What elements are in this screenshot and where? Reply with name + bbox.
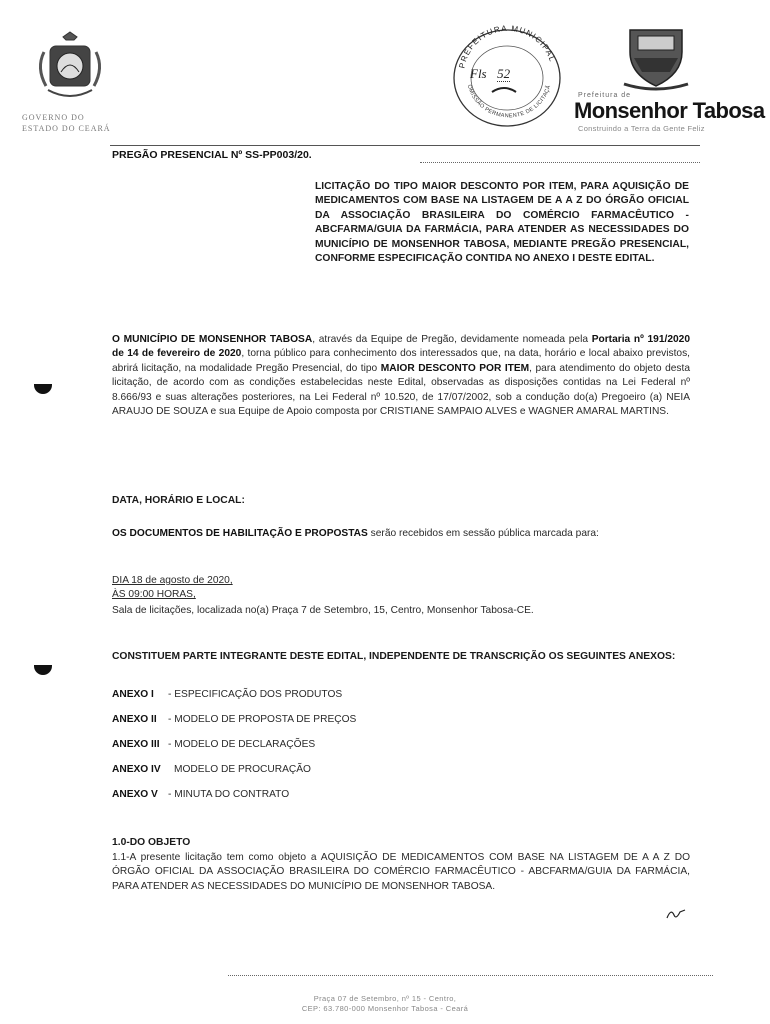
footer-line1: Praça 07 de Setembro, nº 15 - Centro,: [313, 994, 457, 1003]
margin-mark: [34, 384, 52, 394]
objeto-summary: LICITAÇÃO DO TIPO MAIOR DESCONTO POR ITEM, PARA AQUISIÇÃO DE MEDICAMENTOS COM BASE NA LISTAGEM DE A A Z DO ÓRGÃO OFICIAL DA ASSOCIAÇÃO BRASILEIRA DO COMÉRCIO FARMACÊUTICO - ABCFARMA/GUIA DA FARMÁCIA, PARA ATENDER AS NECESSIDADES DO MUNICÍPIO DE MONSENHOR TABOSA, MEDIANTE PREGÃO PRESENCIAL, CONFORME ESPECIFICAÇÃO CONTIDA NO ANEXO I DESTE EDITAL.: [315, 181, 689, 265]
session-time: ÀS 09:00 HORAS,: [112, 589, 196, 600]
anexo-desc: - MODELO DE PROPOSTA DE PREÇOS: [168, 714, 357, 725]
doc-code: PREGÃO PRESENCIAL Nº SS-PP003/20.: [112, 149, 312, 161]
data-local-heading: DATA, HORÁRIO E LOCAL:: [112, 495, 245, 506]
anexo-row: [112, 688, 532, 713]
stamp-top-text: PREFEITURA MUNICIPAL: [457, 23, 558, 70]
intro-text-2: , torna público para conhecimento dos interessados que, na data, horário e local abaixo previstos, abrirá licitação, na modalidade Pregão Presencial, do tipo: [112, 348, 690, 374]
header-underline: [420, 162, 700, 163]
brand-name: Monsenhor Tabosa: [574, 98, 765, 123]
intro-text-1: , através da Equipe de Pregão, devidamente nomeada pela: [312, 334, 592, 345]
fls-number: 52: [497, 66, 511, 81]
gov-caption: [22, 112, 152, 134]
session-date: DIA 18 de agosto de 2020,: [112, 575, 233, 586]
intro-municipio: O MUNICÍPIO DE MONSENHOR TABOSA: [112, 334, 313, 345]
anexo-row: [112, 763, 532, 788]
margin-mark-2: [34, 665, 52, 675]
anexo-key: ANEXO IV: [112, 764, 161, 775]
brand-prefix: Prefeitura de: [578, 92, 632, 99]
fls-field: [470, 65, 550, 83]
documentos-bold: OS DOCUMENTOS DE HABILITAÇÃO E PROPOSTAS: [112, 528, 368, 539]
intro-paragraph: [112, 333, 690, 419]
anexo-desc: - ESPECIFICAÇÃO DOS PRODUTOS: [168, 689, 343, 700]
session-location: Sala de licitações, localizada no(a) Praça 7 de Setembro, 15, Centro, Monsenhor Tabosa-CE.: [112, 605, 534, 616]
documentos-paragraph: [112, 527, 690, 541]
anexo-row: [112, 788, 532, 813]
intro-text-3: , para atendimento do objeto desta licitação, de acordo com as condições estabelecidas neste Edital, observadas as disposições contidas na Lei Federal nº 8.666/93 e suas alterações posteriores, na Lei Federal nº 10.520, de 17/07/2002, sob a condução do(a) Pregoeiro (a) NEIA ARAUJO DE SOUZA e sua Equipe de Apoio composta por CRISTIANE SAMPAIO ALVES e WAGNER AMARAL MARTINS.: [112, 362, 690, 418]
documentos-rest: serão recebidos em sessão pública marcada para:: [367, 528, 599, 539]
anexo-key: ANEXO II: [112, 714, 157, 725]
anexo-key: ANEXO III: [112, 739, 160, 750]
fls-label: Fls: [470, 66, 487, 81]
intro-tipo: MAIOR DESCONTO POR ITEM: [380, 362, 530, 374]
footer-line2: CEP: 63.780-000 Monsenhor Tabosa - Ceará: [301, 1004, 469, 1013]
initials-mark: [664, 906, 688, 922]
section-1-title: 1.0-DO OBJETO: [112, 837, 191, 848]
anexo-row: [112, 713, 532, 738]
section-1-text: 1.1-A presente licitação tem como objeto a AQUISIÇÃO DE MEDICAMENTOS COM BASE NA LISTAGEM DE A A Z DO ÓRGÃO OFICIAL DA ASSOCIAÇÃO BRASILEIRA DO COMÉRCIO FARMACÊUTICO - ABCFARMA/GUIA DA FARMÁCIA, PARA ATENDER AS NECESSIDADES DO MUNICÍPIO DE MONSENHOR TABOSA.: [112, 852, 690, 892]
anexo-desc: - MODELO DE DECLARAÇÕES: [168, 739, 316, 750]
footer-rule: [228, 975, 713, 976]
gov-caption-line2: ESTADO DO CEARÁ: [22, 124, 111, 133]
anexo-row: [112, 738, 532, 763]
state-coat-of-arms: [30, 28, 110, 106]
stamp-bottom-text: OMISSÃO PERMANENTE DE LICITAÇÃ: [465, 84, 553, 120]
protocol-stamp: [448, 20, 566, 130]
anexos-list: [112, 688, 532, 813]
brand-slogan: Construindo a Terra da Gente Feliz: [578, 124, 705, 133]
anexo-key: ANEXO I: [112, 689, 154, 700]
svg-text:PREFEITURA MUNICIPAL: [457, 24, 557, 69]
intro-portaria: Portaria nº 191/2020 de 14 de fevereiro de 2020: [112, 334, 691, 360]
anexo-key: ANEXO V: [112, 789, 158, 800]
header-rule: [110, 145, 700, 146]
gov-caption-line1: GOVERNO DO: [22, 113, 85, 122]
anexo-desc: - MINUTA DO CONTRATO: [168, 789, 290, 800]
anexos-heading: CONSTITUEM PARTE INTEGRANTE DESTE EDITAL, INDEPENDENTE DE TRANSCRIÇÃO OS SEGUINTES ANEXOS:: [112, 651, 676, 662]
municipal-crest: [620, 24, 692, 92]
anexo-desc: MODELO DE PROCURAÇÃO: [174, 764, 311, 775]
footer-address: [200, 994, 570, 1014]
